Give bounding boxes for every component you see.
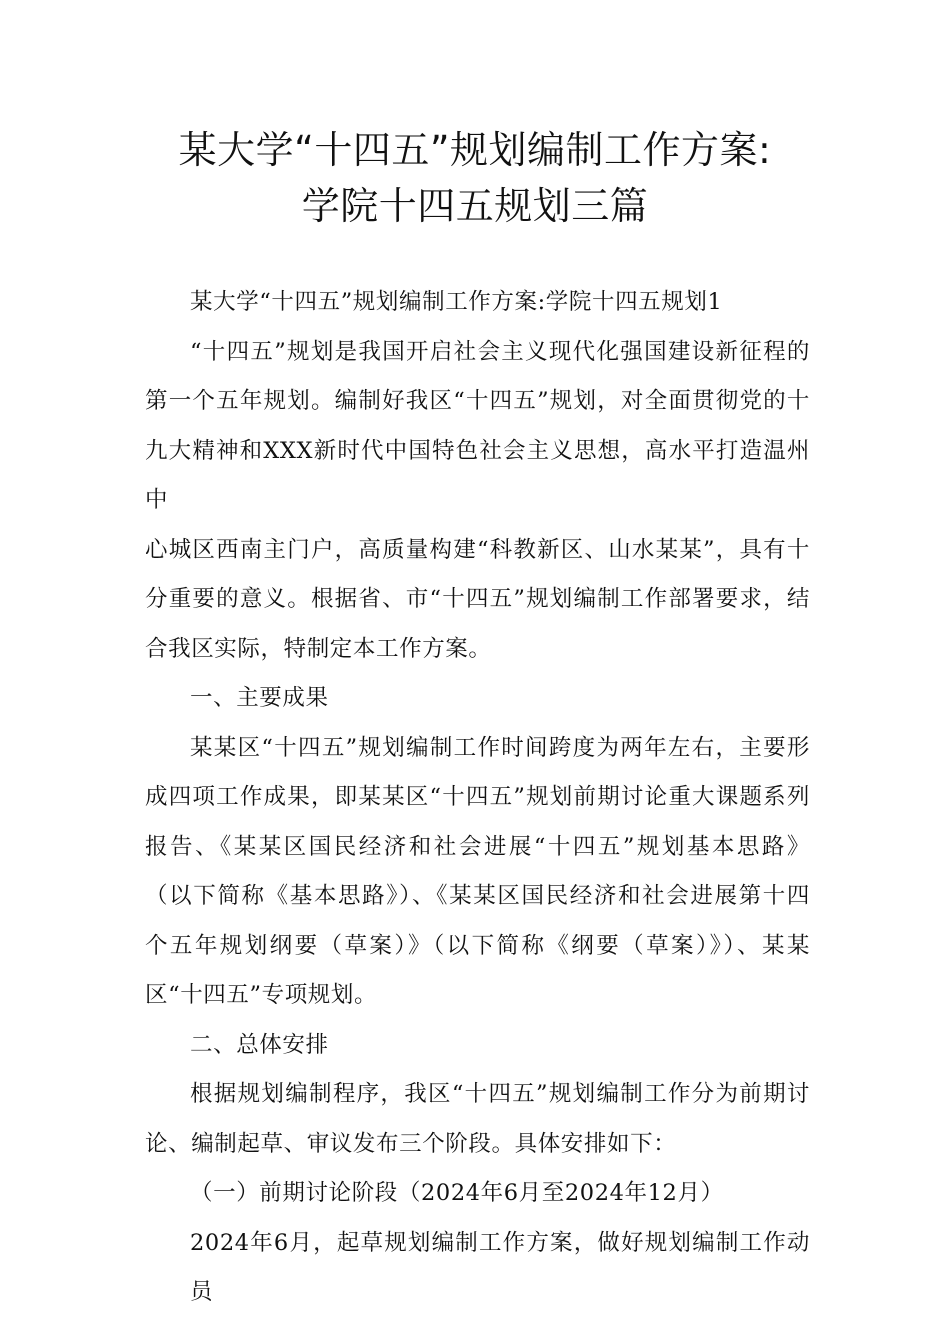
text-line: 某大学“十四五”规划编制工作方案:学院十四五规划1	[190, 289, 723, 315]
paragraph-main-results	[145, 724, 810, 1021]
text-line: 区“十四五”专项规划。	[145, 982, 378, 1008]
text-line: 一、主要成果	[190, 685, 329, 711]
paragraph-intro	[145, 328, 810, 675]
text-line: 九大精神和XXX新时代中国特色社会主义思想，高水平打造温州中	[145, 437, 810, 513]
text-line: （一）前期讨论阶段（2024年6月至2024年12月）	[190, 1180, 724, 1206]
text-line: 个五年规划纲要（草案）》（以下简称《纲要（草案）》）、某某	[145, 932, 810, 959]
text-line: 报告、《某某区国民经济和社会进展“十四五”规划基本思路》	[145, 833, 810, 860]
text-line: 根据规划编制程序，我区“十四五”规划编制工作分为前期讨	[190, 1081, 810, 1107]
title-line-1: 某大学“十四五”规划编制工作方案:	[178, 128, 772, 172]
paragraph-subtitle	[145, 278, 810, 328]
text-line: “十四五”规划是我国开启社会主义现代化强国建设新征程的	[190, 338, 810, 365]
section-heading-main-results	[145, 674, 810, 724]
text-line: 第一个五年规划。编制好我区“十四五”规划，对全面贯彻党的十	[145, 388, 810, 414]
section-heading-overall-arrangement	[145, 1021, 810, 1071]
text-line: 分重要的意义。根据省、市“十四五”规划编制工作部署要求，结	[145, 586, 810, 612]
text-line: 合我区实际，特制定本工作方案。	[145, 635, 492, 662]
text-line: 某某区“十四五”规划编制工作时间跨度为两年左右，主要形	[190, 734, 810, 761]
paragraph-preliminary-stage	[145, 1219, 810, 1318]
document-body	[145, 278, 810, 1318]
text-line: 论、编制起草、审议发布三个阶段。具体安排如下：	[145, 1130, 677, 1157]
subsection-heading-preliminary-stage	[145, 1169, 810, 1219]
text-line: 2024年6月，起草规划编制工作方案，做好规划编制工作动员	[190, 1229, 810, 1305]
text-line: 成四项工作成果，即某某区“十四五”规划前期讨论重大课题系列	[145, 784, 810, 810]
paragraph-overall-arrangement	[145, 1070, 810, 1169]
title-line-2: 学院十四五规划三篇	[301, 184, 649, 228]
document-title	[60, 122, 890, 234]
text-line: （以下简称《基本思路》）、《某某区国民经济和社会进展第十四	[145, 883, 810, 909]
text-line: 心城区西南主门户，高质量构建“科教新区、山水某某”，具有十	[145, 536, 810, 563]
text-line: 二、总体安排	[190, 1031, 329, 1058]
